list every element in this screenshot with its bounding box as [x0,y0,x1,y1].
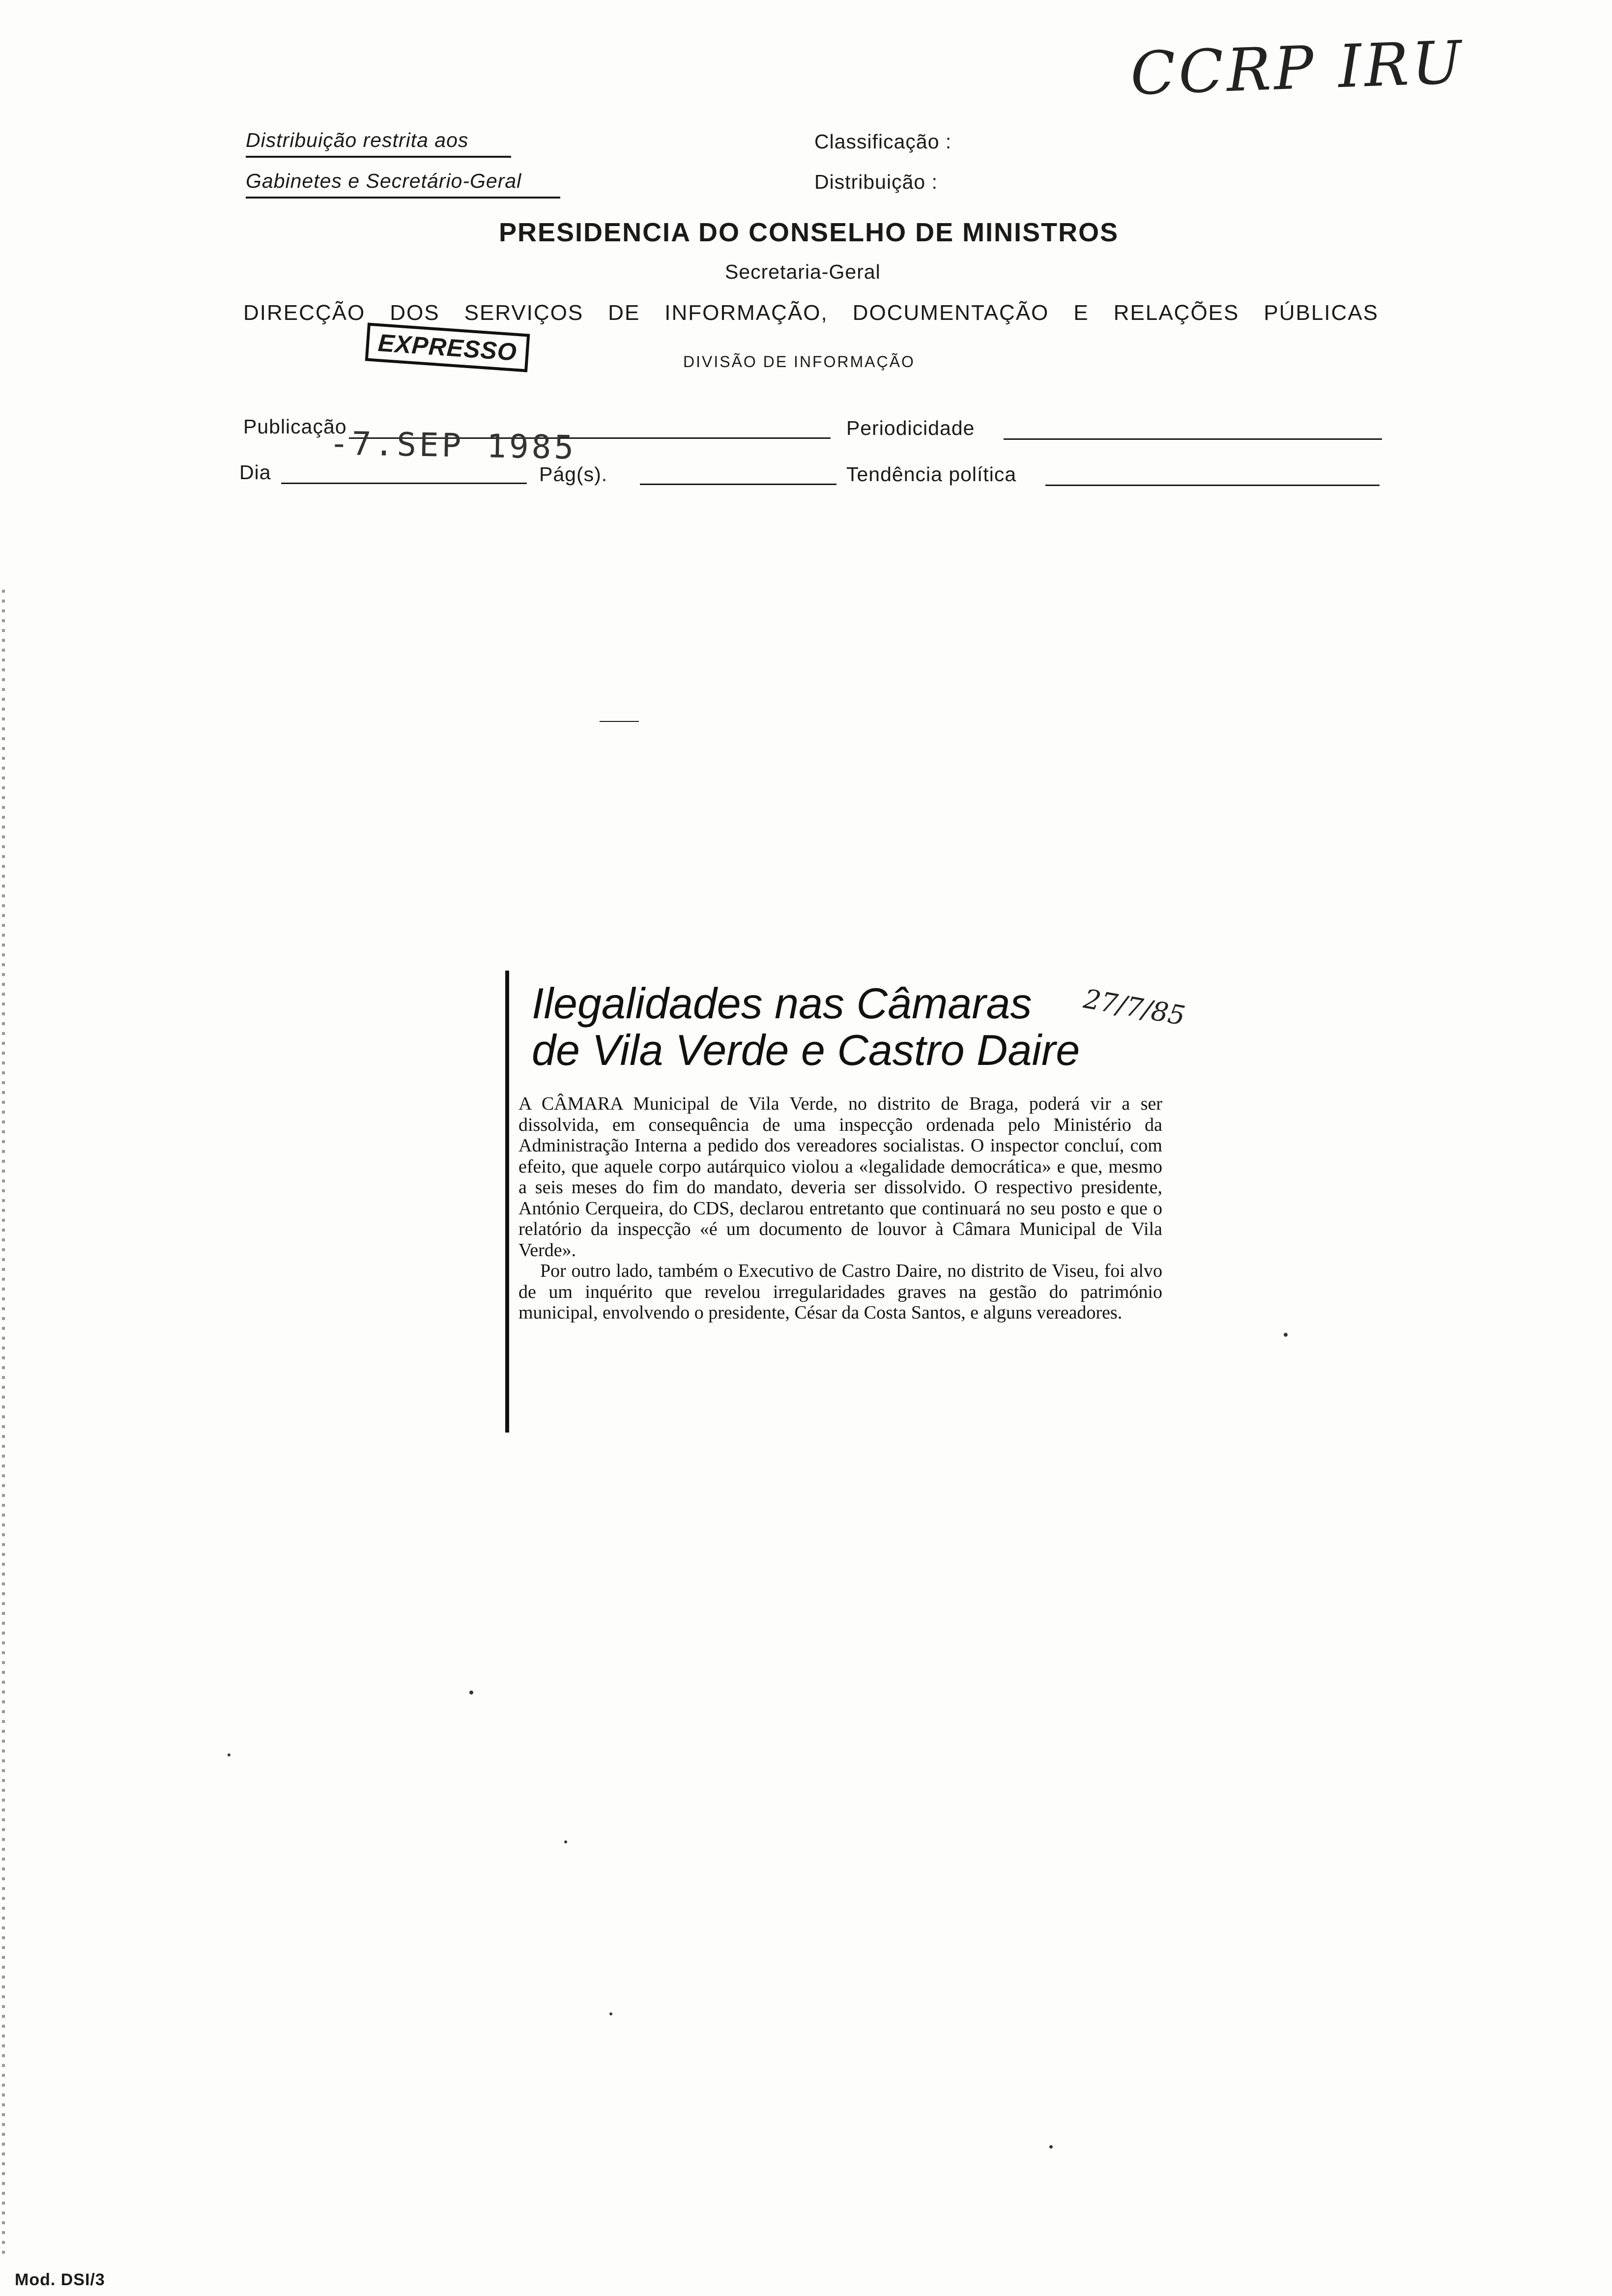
scan-edge [2,590,5,2261]
clipping-paragraph-1: A CÂMARA Municipal de Vila Verde, no distrito de Braga, poderá vir a ser dissolvida, em consequência de uma inspecção ordenada pelo Ministério da Administração Interna a pedido dos vereadores socialistas. O inspector concluí, com efeito, que aquele corpo autárquico violou a «legalidade democrática» e que, mesmo a seis meses do fim do mandato, deveria ser dissolvido. O respectivo presidente, António Cerqueira, do CDS, declarou entretanto que continuará no seu posto e que o relatório da inspecção «é um documento de louvor à Câmara Municipal de Vila Verde». [518,1093,1162,1261]
tendency-line [1045,485,1380,486]
stray-dot [1049,2145,1053,2149]
clipping-headline-line-1: Ilegalidades nas Câmaras [532,979,1032,1028]
handwritten-note: CCRP IRU [1129,29,1466,109]
stray-dot [1284,1333,1288,1337]
distribution-line-2: Gabinetes e Secretário-Geral [246,170,560,199]
clipping-border [505,971,509,1433]
date-stamp: -7.SEP 1985 [329,424,577,467]
clipping-body [518,1093,1162,1323]
day-label: Dia [239,461,271,484]
subtitle: Secretaria-Geral [725,260,881,283]
pages-label: Pág(s). [539,463,608,486]
stray-dot [228,1753,230,1756]
clipping-headline-line-2: de Vila Verde e Castro Daire [532,1026,1080,1074]
distribution-line-1: Distribuição restrita aos [246,129,511,158]
pages-line [640,484,836,485]
stray-dot [469,1691,473,1694]
tendency-label: Tendência política [846,463,1017,486]
stray-dot [564,1840,567,1843]
division: DIVISÃO DE INFORMAÇÃO [683,353,915,371]
day-line [281,483,527,484]
periodicity-label: Periodicidade [846,417,975,439]
clipping-paragraph-2: Por outro lado, também o Executivo de Castro Daire, no distrito de Viseu, foi alvo de um inquérito que revelou irregularidades graves na gestão do património municipal, envolvendo o presidente, César da Costa Santos, e alguns vereadores. [518,1261,1162,1323]
page-title: PRESIDENCIA DO CONSELHO DE MINISTROS [499,218,1119,247]
form-code: Mod. DSI/3 [15,2270,105,2289]
publication-label: Publicação [243,415,347,438]
publication-stamp: EXPRESSO [365,323,530,373]
margin-handwriting: 27/7/85 [1081,983,1188,1032]
classification-label: Classificação : [814,130,952,153]
distribution-label: Distribuição : [814,171,938,193]
separator-dash [600,721,639,722]
periodicity-line [1004,438,1382,440]
stray-dot [609,2012,612,2015]
directorate: DIRECÇÃO DOS SERVIÇOS DE INFORMAÇÃO, DOCUMENTAÇÃO E RELAÇÕES PÚBLICAS [243,301,1379,325]
